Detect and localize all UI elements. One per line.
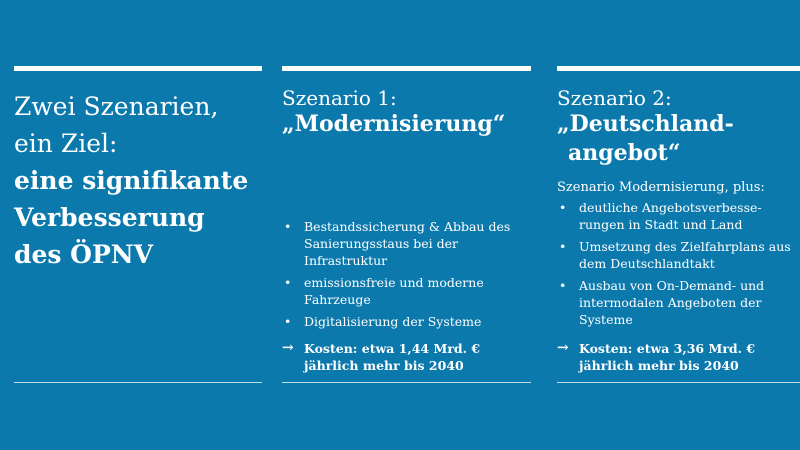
- bullet-dot-icon: •: [284, 219, 292, 234]
- list-item: [282, 274, 522, 308]
- list-item: [557, 277, 797, 328]
- bottom-divider: [557, 382, 800, 383]
- scenario-2-title: [557, 110, 734, 168]
- intro-heading: [14, 88, 274, 273]
- bullet-dot-icon: •: [284, 275, 292, 290]
- bullet-text: Digitalisierung der Systeme: [304, 314, 482, 329]
- intro-column: [14, 0, 262, 450]
- top-divider: [282, 66, 531, 71]
- scenario-2-bullet-list: [557, 199, 797, 333]
- scenario-2-cost: [557, 340, 800, 374]
- bottom-divider: [14, 382, 262, 383]
- arrow-right-icon: →: [557, 340, 569, 356]
- scenario-1-column: [282, 0, 531, 450]
- scenario-2-label: Szenario 2:: [557, 86, 672, 110]
- list-item: [557, 238, 797, 272]
- scenario-1-bullet-list: [282, 218, 522, 335]
- scenario-2-intro: Szenario Modernisierung, plus:: [557, 180, 765, 195]
- bullet-dot-icon: •: [284, 314, 292, 329]
- top-divider: [14, 66, 262, 71]
- intro-line-1: Zwei Szenarien,: [14, 92, 219, 121]
- scenario-1-title: „Modernisierung“: [282, 111, 506, 137]
- intro-line-4: Verbesserung: [14, 203, 205, 232]
- intro-line-2: ein Ziel:: [14, 129, 118, 158]
- bullet-dot-icon: •: [559, 200, 567, 215]
- list-item: [557, 199, 797, 233]
- bullet-dot-icon: •: [559, 278, 567, 293]
- scenario-2-title-line-1: „Deutschland-: [557, 111, 734, 137]
- bullet-text: Bestandssicherung & Abbau des Sanierungsstaus bei der Infrastruktur: [304, 219, 511, 268]
- bullet-text: Umsetzung des Zielfahrplans aus dem Deutschlandtakt: [579, 239, 791, 271]
- bullet-text: deutliche Angebotsverbesserungen in Stadt und Land: [579, 200, 762, 232]
- scenario-2-column: [557, 0, 800, 450]
- intro-line-3: eine signifikante: [14, 166, 249, 195]
- bottom-divider: [282, 382, 531, 383]
- scenario-1-label: Szenario 1:: [282, 86, 397, 110]
- list-item: [282, 218, 522, 269]
- scenario-2-title-line-2: angebot“: [568, 140, 681, 166]
- scenario-1-cost: [282, 340, 532, 374]
- bullet-text: emissionsfreie und moderne Fahrzeuge: [304, 275, 484, 307]
- bullet-text: Ausbau von On-Demand- und intermodalen Angeboten der Systeme: [579, 278, 765, 327]
- intro-line-5: des ÖPNV: [14, 240, 153, 269]
- arrow-right-icon: →: [282, 340, 294, 356]
- cost-text: Kosten: etwa 1,44 Mrd. € jährlich mehr bis 2040: [304, 341, 481, 373]
- cost-text: Kosten: etwa 3,36 Mrd. € jährlich mehr bis 2040: [579, 341, 756, 373]
- bullet-dot-icon: •: [559, 239, 567, 254]
- top-divider: [557, 66, 800, 71]
- list-item: [282, 313, 522, 330]
